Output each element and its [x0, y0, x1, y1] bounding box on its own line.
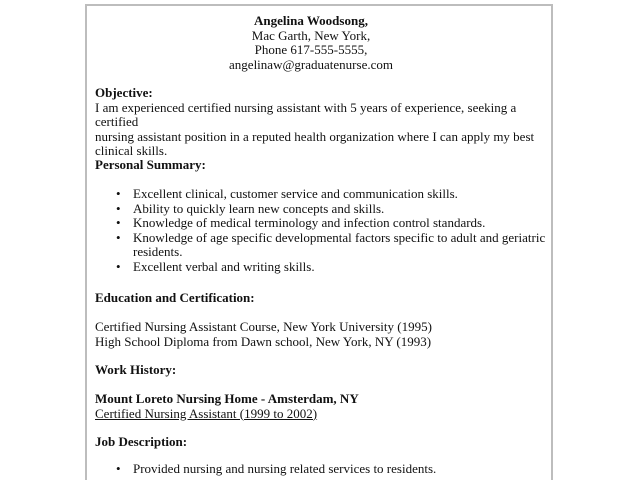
bullet-icon: • — [116, 461, 121, 476]
education-body — [95, 320, 547, 349]
work-history-title: Work History: — [95, 362, 177, 377]
objective-section — [95, 86, 547, 159]
summary-item-text: Knowledge of medical terminology and infection control standards. — [133, 215, 486, 230]
personal-summary-body — [95, 187, 547, 274]
employer-name: Mount Loreto Nursing Home - Amsterdam, NY — [95, 391, 359, 406]
objective-line: I am experienced certified nursing assistant with 5 years of experience, seeking a certified — [95, 99, 517, 129]
personal-summary-section — [95, 158, 547, 173]
bullet-icon: • — [116, 229, 121, 245]
education-title: Education and Certification: — [95, 290, 255, 305]
summary-item — [95, 187, 547, 202]
applicant-email: angelinaw@graduatenurse.com — [229, 56, 393, 72]
job-description-body — [95, 462, 547, 477]
resume-page — [85, 4, 553, 480]
job-description-list — [95, 462, 547, 477]
job-description-title: Job Description: — [95, 434, 188, 449]
summary-item-text: Knowledge of age specific developmental factors specific to adult and geriatric residents. — [133, 229, 546, 259]
bullet-icon: • — [116, 186, 121, 201]
bullet-icon: • — [116, 258, 121, 274]
objective-title: Objective: — [95, 85, 153, 100]
job-description-section — [95, 435, 547, 450]
summary-item-text: Excellent clinical, customer service and communication skills. — [133, 186, 458, 201]
bullet-icon: • — [116, 215, 121, 230]
summary-item — [95, 231, 547, 260]
summary-item — [95, 216, 547, 231]
bullet-icon: • — [116, 200, 121, 216]
objective-line: clinical skills. — [95, 143, 168, 158]
job-duty-item — [95, 462, 547, 477]
objective-line: nursing assistant position in a reputed health organization where I can apply my best — [95, 128, 535, 144]
education-entry: Certified Nursing Assistant Course, New York University (1995) — [95, 319, 432, 334]
education-entry: High School Diploma from Dawn school, New York, NY (1993) — [95, 333, 432, 349]
applicant-name: Angelina Woodsong, — [254, 13, 368, 28]
work-history-section — [95, 363, 547, 378]
summary-item-text: Ability to quickly learn new concepts and skills. — [133, 200, 385, 216]
summary-item — [95, 260, 547, 275]
contact-header — [85, 14, 537, 72]
personal-summary-title: Personal Summary: — [95, 157, 206, 172]
summary-item — [95, 202, 547, 217]
applicant-address: Mac Garth, New York, — [251, 27, 371, 43]
personal-summary-list — [95, 187, 547, 274]
education-section — [95, 291, 547, 306]
job-duty-text: Provided nursing and nursing related services to residents. — [133, 461, 437, 476]
summary-item-text: Excellent verbal and writing skills. — [133, 258, 315, 274]
applicant-phone: Phone 617-555-5555, — [254, 42, 368, 57]
work-history-body — [95, 392, 547, 421]
position-title: Certified Nursing Assistant (1999 to 2002) — [95, 405, 318, 421]
